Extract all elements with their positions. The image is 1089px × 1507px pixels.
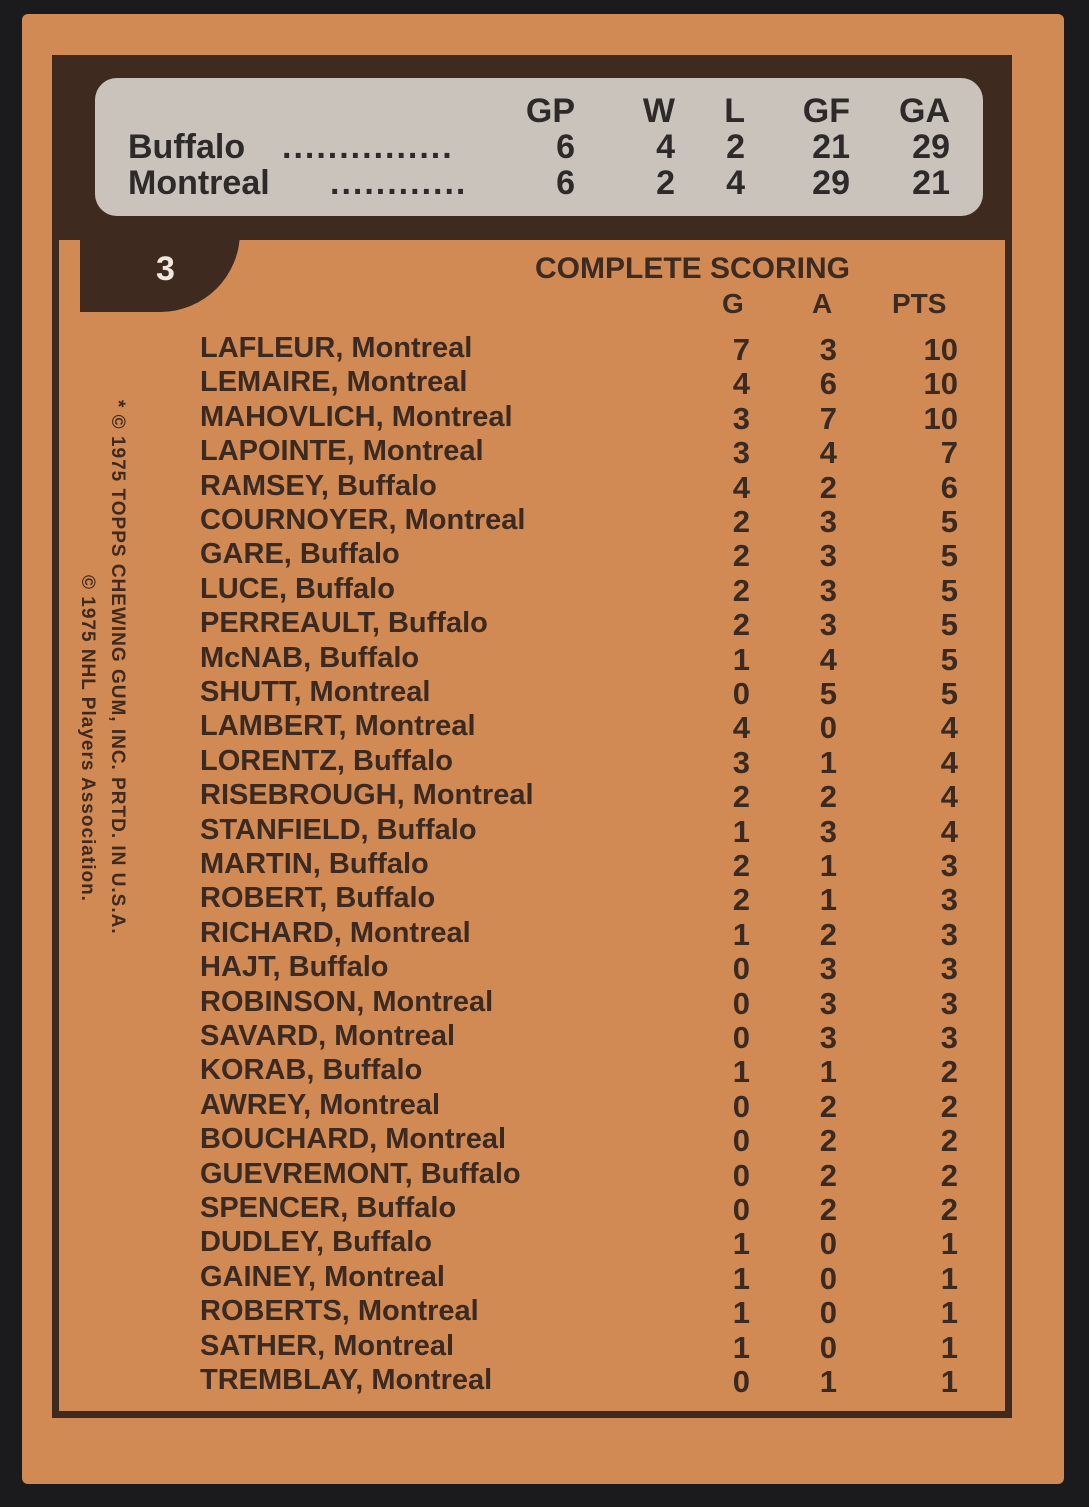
goals-value: 0 xyxy=(732,985,750,1021)
points-value: 1 xyxy=(940,1364,958,1399)
gf-value: 29 xyxy=(812,164,850,202)
player-row xyxy=(0,676,1089,710)
player-name: LAFLEUR, Montreal xyxy=(200,332,473,364)
goals-value: 4 xyxy=(732,366,750,402)
player-row xyxy=(0,1123,1089,1157)
player-row xyxy=(0,1054,1089,1088)
leader-dots: ............ xyxy=(330,164,468,202)
goals-value: 2 xyxy=(732,572,750,608)
assists-value: 0 xyxy=(819,1329,837,1365)
header-w: W xyxy=(642,92,675,130)
goals-value: 0 xyxy=(732,1088,750,1124)
header-gp: GP xyxy=(525,92,575,130)
l-value: 4 xyxy=(726,164,745,202)
assists-value: 2 xyxy=(819,916,837,952)
player-row xyxy=(0,848,1089,882)
header-gf: GF xyxy=(802,92,850,130)
goals-value: 2 xyxy=(732,538,750,574)
player-name: TREMBLAY, Montreal xyxy=(200,1364,493,1396)
assists-value: 3 xyxy=(819,504,837,539)
goals-value: 0 xyxy=(732,1020,750,1055)
legal-line-2: © 1975 NHL Players Association. xyxy=(77,575,98,902)
player-name: SHUTT, Montreal xyxy=(200,676,431,708)
points-value: 10 xyxy=(923,400,958,436)
assists-value: 3 xyxy=(819,538,837,574)
player-name: LEMAIRE, Montreal xyxy=(200,366,468,399)
points-value: 1 xyxy=(940,1295,958,1331)
assists-value: 0 xyxy=(819,1260,837,1296)
team-name: Buffalo xyxy=(128,128,246,166)
player-row xyxy=(0,401,1089,435)
col-header-pts: PTS xyxy=(892,288,947,319)
goals-value: 4 xyxy=(732,710,750,746)
assists-value: 6 xyxy=(819,366,837,402)
assists-value: 2 xyxy=(819,779,837,815)
player-name: AWREY, Montreal xyxy=(200,1088,441,1121)
player-name: PERREAULT, Buffalo xyxy=(200,607,488,640)
player-name: LAMBERT, Montreal xyxy=(200,710,476,743)
goals-value: 0 xyxy=(732,1157,750,1193)
points-value: 5 xyxy=(940,641,958,677)
assists-value: 4 xyxy=(819,435,837,471)
player-name: SAVARD, Montreal xyxy=(200,1020,456,1052)
player-name: GUEVREMONT, Buffalo xyxy=(200,1157,521,1190)
player-row xyxy=(0,642,1089,676)
legal-line-1: * © 1975 TOPPS CHEWING GUM, INC. PRTD. IN U.S.A. xyxy=(107,400,128,935)
points-value: 10 xyxy=(923,366,958,402)
goals-value: 2 xyxy=(732,882,750,918)
assists-value: 3 xyxy=(819,813,837,849)
player-row xyxy=(0,470,1089,504)
player-name: RAMSEY, Buffalo xyxy=(200,469,437,502)
player-row xyxy=(0,1364,1089,1398)
points-value: 5 xyxy=(940,504,958,539)
player-name: COURNOYER, Montreal xyxy=(200,504,526,536)
player-row xyxy=(0,332,1089,366)
goals-value: 1 xyxy=(732,641,750,677)
points-value: 5 xyxy=(940,607,958,643)
assists-value: 3 xyxy=(819,951,837,987)
l-value: 2 xyxy=(726,128,745,166)
player-row xyxy=(0,504,1089,538)
assists-value: 4 xyxy=(819,641,837,677)
player-name: LAPOINTE, Montreal xyxy=(200,435,484,468)
player-row xyxy=(0,917,1089,951)
gf-value: 21 xyxy=(812,128,850,166)
player-name: MAHOVLICH, Montreal xyxy=(200,400,513,433)
player-row xyxy=(0,1295,1089,1329)
assists-value: 2 xyxy=(819,1157,837,1193)
points-value: 7 xyxy=(940,435,958,471)
goals-value: 0 xyxy=(732,951,750,987)
player-name: MARTIN, Buffalo xyxy=(200,848,429,880)
player-row xyxy=(0,951,1089,985)
points-value: 2 xyxy=(940,1157,958,1193)
player-name: LUCE, Buffalo xyxy=(200,572,395,605)
player-row xyxy=(0,882,1089,916)
player-name: ROBERT, Buffalo xyxy=(200,882,436,915)
points-value: 1 xyxy=(940,1260,958,1296)
goals-value: 1 xyxy=(732,1260,750,1296)
assists-value: 5 xyxy=(819,676,837,711)
player-name: KORAB, Buffalo xyxy=(200,1054,423,1087)
ga-value: 21 xyxy=(912,164,950,202)
goals-value: 3 xyxy=(732,435,750,471)
points-value: 3 xyxy=(940,951,958,987)
assists-value: 2 xyxy=(819,1192,837,1227)
player-row xyxy=(0,1226,1089,1260)
player-name: SPENCER, Buffalo xyxy=(200,1192,457,1224)
goals-value: 2 xyxy=(732,607,750,643)
points-value: 3 xyxy=(940,848,958,883)
player-row xyxy=(0,814,1089,848)
goals-value: 0 xyxy=(732,1364,750,1399)
assists-value: 0 xyxy=(819,710,837,746)
player-row xyxy=(0,435,1089,469)
player-row xyxy=(0,607,1089,641)
assists-value: 3 xyxy=(819,985,837,1021)
points-value: 2 xyxy=(940,1054,958,1090)
goals-value: 1 xyxy=(732,1054,750,1090)
points-value: 2 xyxy=(940,1088,958,1124)
points-value: 5 xyxy=(940,676,958,711)
player-name: GAINEY, Montreal xyxy=(200,1260,445,1293)
player-name: DUDLEY, Buffalo xyxy=(200,1226,432,1259)
points-value: 3 xyxy=(940,1020,958,1055)
gp-value: 6 xyxy=(556,164,575,202)
player-row xyxy=(0,1089,1089,1123)
assists-value: 1 xyxy=(819,1054,837,1090)
points-value: 2 xyxy=(940,1192,958,1227)
points-value: 5 xyxy=(940,572,958,608)
goals-value: 1 xyxy=(732,916,750,952)
card-number: 3 xyxy=(156,250,175,288)
assists-value: 3 xyxy=(819,1020,837,1055)
points-value: 4 xyxy=(940,779,958,815)
points-value: 3 xyxy=(940,985,958,1021)
player-row xyxy=(0,1192,1089,1226)
assists-value: 1 xyxy=(819,848,837,883)
goals-value: 2 xyxy=(732,504,750,539)
ga-value: 29 xyxy=(912,128,950,166)
goals-value: 2 xyxy=(732,848,750,883)
player-row xyxy=(0,1330,1089,1364)
points-value: 10 xyxy=(923,332,958,367)
points-value: 3 xyxy=(940,916,958,952)
player-name: BOUCHARD, Montreal xyxy=(200,1123,507,1156)
points-value: 6 xyxy=(940,469,958,505)
goals-value: 1 xyxy=(732,813,750,849)
points-value: 4 xyxy=(940,744,958,780)
goals-value: 1 xyxy=(732,1226,750,1262)
assists-value: 2 xyxy=(819,1123,837,1159)
assists-value: 1 xyxy=(819,1364,837,1399)
player-row xyxy=(0,573,1089,607)
points-value: 4 xyxy=(940,813,958,849)
assists-value: 7 xyxy=(819,400,837,436)
player-row xyxy=(0,710,1089,744)
player-name: HAJT, Buffalo xyxy=(200,951,389,984)
goals-value: 1 xyxy=(732,1295,750,1331)
col-header-a: A xyxy=(812,288,833,319)
goals-value: 7 xyxy=(732,332,750,367)
player-name: ROBERTS, Montreal xyxy=(200,1295,479,1328)
player-name: SATHER, Montreal xyxy=(200,1329,455,1362)
scoring-title: COMPLETE SCORING xyxy=(535,252,851,285)
team-name: Montreal xyxy=(128,164,270,202)
series-row-buffalo xyxy=(0,128,1089,168)
goals-value: 0 xyxy=(732,1192,750,1227)
assists-value: 0 xyxy=(819,1295,837,1331)
points-value: 3 xyxy=(940,882,958,918)
assists-value: 3 xyxy=(819,332,837,367)
player-name: RISEBROUGH, Montreal xyxy=(200,779,534,812)
player-row xyxy=(0,1158,1089,1192)
series-header-row xyxy=(0,92,1089,132)
player-row xyxy=(0,779,1089,813)
goals-value: 2 xyxy=(732,779,750,815)
w-value: 2 xyxy=(656,164,675,202)
points-value: 1 xyxy=(940,1226,958,1262)
player-name: McNAB, Buffalo xyxy=(200,641,420,674)
player-row xyxy=(0,1261,1089,1295)
gp-value: 6 xyxy=(556,128,575,166)
assists-value: 1 xyxy=(819,744,837,780)
goals-value: 3 xyxy=(732,744,750,780)
player-row xyxy=(0,1020,1089,1054)
assists-value: 3 xyxy=(819,607,837,643)
series-row-montreal xyxy=(0,164,1089,204)
player-name: STANFIELD, Buffalo xyxy=(200,813,477,846)
w-value: 4 xyxy=(656,128,675,166)
player-row xyxy=(0,366,1089,400)
points-value: 2 xyxy=(940,1123,958,1159)
assists-value: 1 xyxy=(819,882,837,918)
leader-dots: ............... xyxy=(282,128,454,166)
assists-value: 2 xyxy=(819,1088,837,1124)
assists-value: 3 xyxy=(819,572,837,608)
player-name: ROBINSON, Montreal xyxy=(200,985,494,1018)
goals-value: 0 xyxy=(732,1123,750,1159)
player-name: LORENTZ, Buffalo xyxy=(200,744,453,777)
header-l: L xyxy=(724,92,745,130)
points-value: 1 xyxy=(940,1329,958,1365)
goals-value: 4 xyxy=(732,469,750,505)
goals-value: 1 xyxy=(732,1329,750,1365)
player-row xyxy=(0,986,1089,1020)
header-ga: GA xyxy=(899,92,950,130)
player-name: RICHARD, Montreal xyxy=(200,916,471,949)
assists-value: 2 xyxy=(819,469,837,505)
assists-value: 0 xyxy=(819,1226,837,1262)
col-header-g: G xyxy=(722,288,744,319)
player-name: GARE, Buffalo xyxy=(200,538,400,571)
player-row xyxy=(0,538,1089,572)
player-row xyxy=(0,745,1089,779)
points-value: 5 xyxy=(940,538,958,574)
points-value: 4 xyxy=(940,710,958,746)
goals-value: 0 xyxy=(732,676,750,711)
goals-value: 3 xyxy=(732,400,750,436)
